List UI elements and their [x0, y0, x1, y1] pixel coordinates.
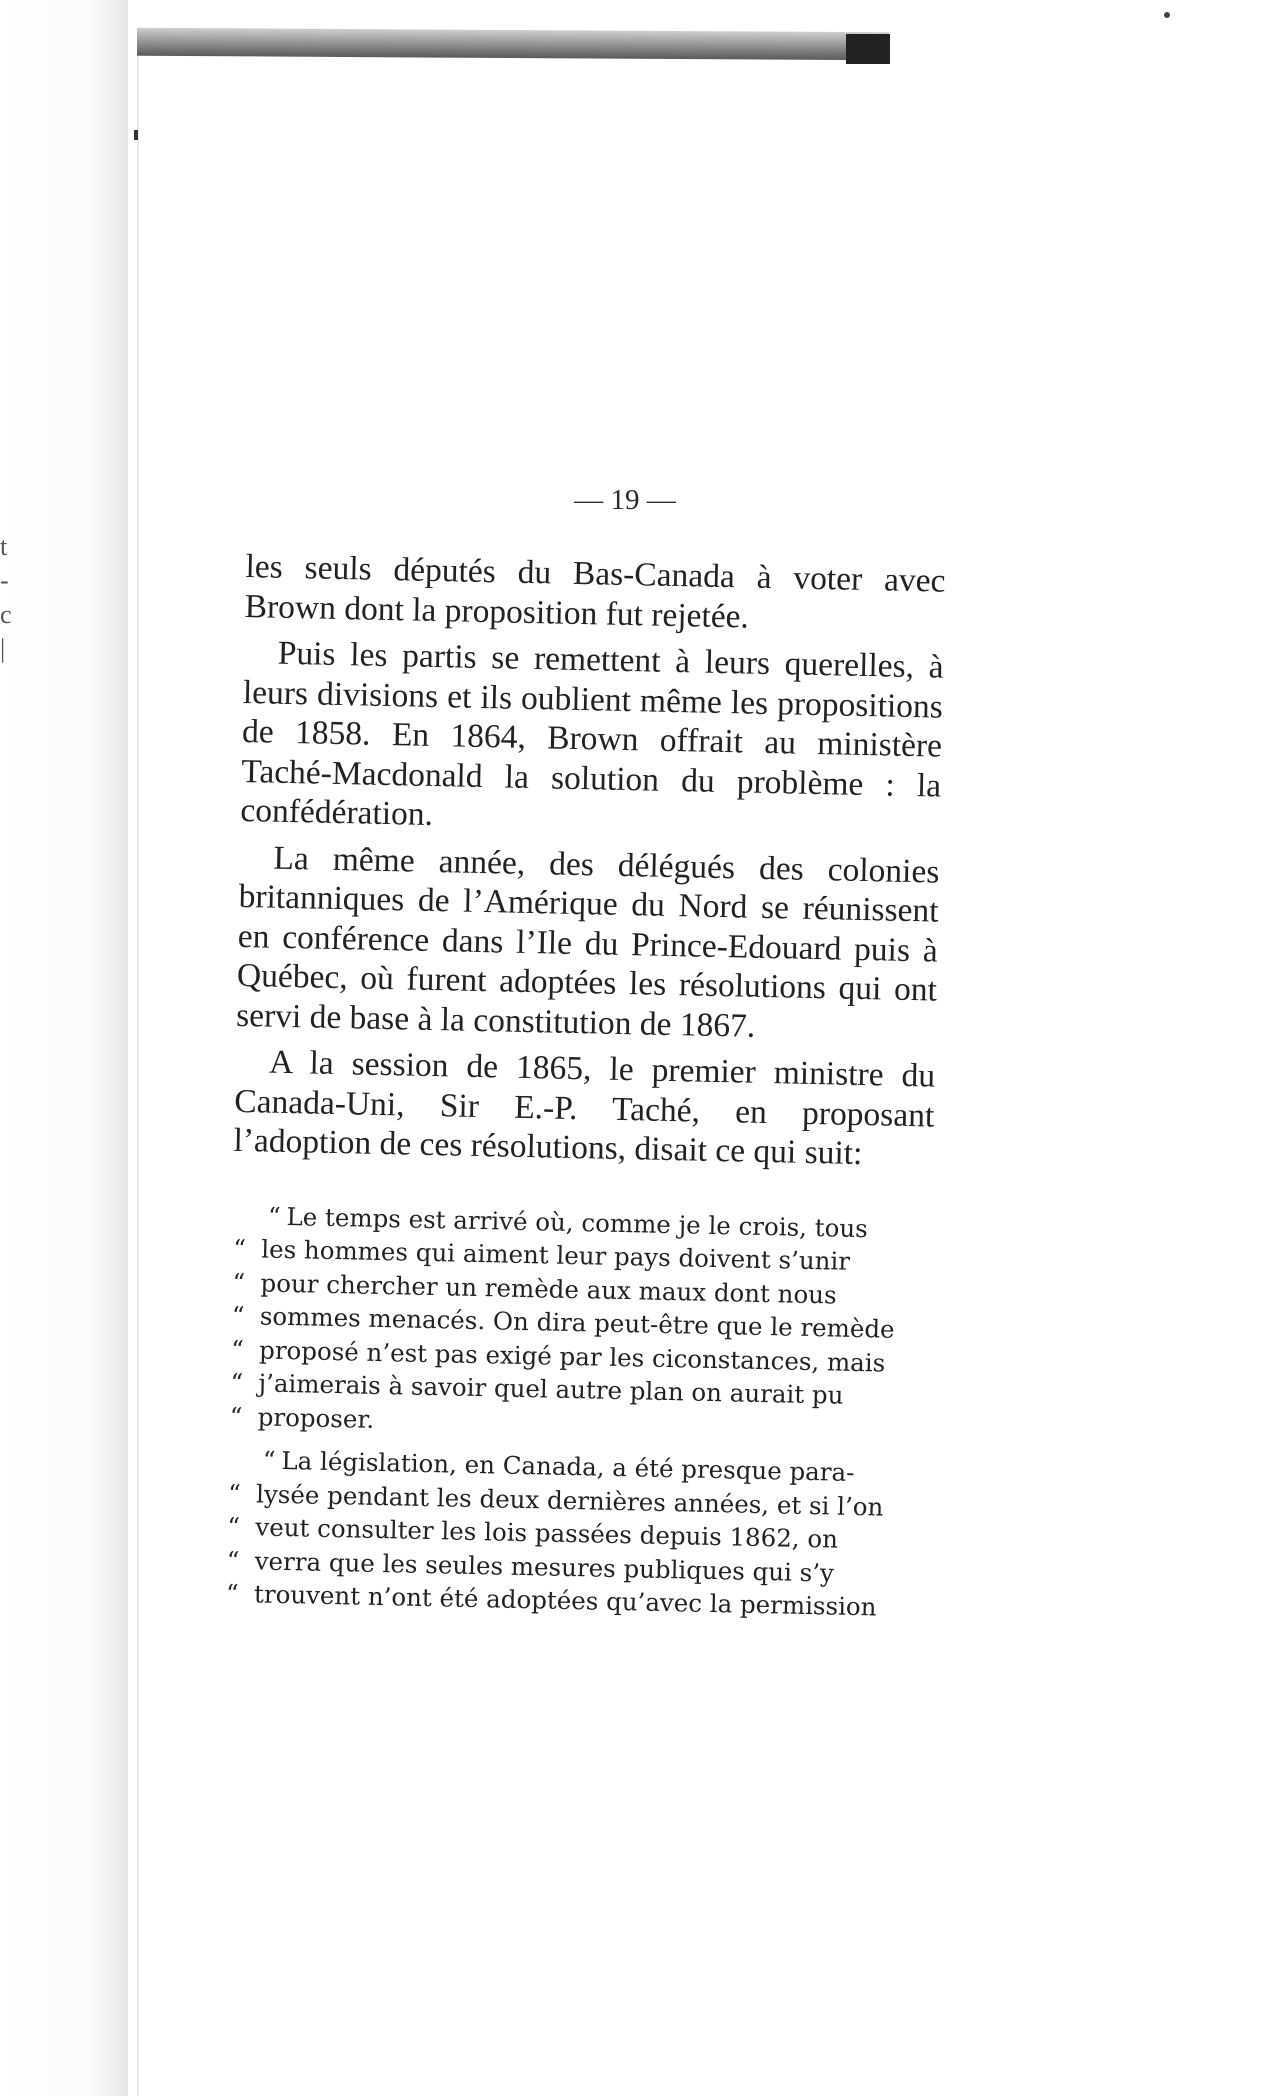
scan-top-shadow — [137, 28, 889, 61]
quote-mark: “ — [227, 1478, 242, 1508]
quote-line-text: lysée pendant les deux dernières années, et si l’on — [255, 1478, 884, 1522]
scan-speck — [1164, 12, 1170, 18]
quote-line-text: sommes menacés. On dira peut-être que le remède — [259, 1301, 895, 1344]
quote-line-text: proposé n’est pas exigé par les ciconstances, mais — [258, 1334, 886, 1378]
quote-mark: “ — [230, 1367, 244, 1398]
quote-line-text: j’aimerais à savoir quel autre plan on aurait pu — [258, 1368, 844, 1410]
quote-line-text: La législation, en Canada, a été presque para- — [281, 1445, 855, 1487]
quote-mark: “ — [262, 1445, 276, 1475]
quote-mark: “ — [233, 1233, 247, 1264]
quote-mark: “ — [227, 1511, 241, 1542]
quote-line-text: veut consulter les lois passées depuis 1862, on — [255, 1512, 839, 1554]
body-paragraph: Puis les partis se remettent à leurs querelles, à leurs divisions et ils oublient même les propositions de 1858. En 1864, Brown offrait au ministère Taché-Macdonald la solution du problème : la confédération. — [240, 634, 945, 833]
page-body — [224, 547, 946, 1635]
quotation — [224, 1198, 932, 1625]
quote-mark: “ — [267, 1201, 281, 1231]
body-paragraph: les seuls députés du Bas-Canada à voter avec Brown dont la proposition fut rejetée. — [244, 547, 946, 636]
quote-mark: “ — [226, 1545, 240, 1575]
facing-page-edge — [0, 0, 128, 2096]
quote-paragraph — [227, 1198, 932, 1447]
quote-line-text: verra que les seules mesures publiques qui s’y — [254, 1545, 835, 1588]
quote-line-text: Le temps est arrivé où, comme je le crois, tous — [286, 1201, 869, 1243]
quote-mark: “ — [232, 1267, 246, 1297]
scan-top-corner-shadow — [846, 34, 890, 64]
body-paragraph: La même année, des délégués des colonies britanniques de l’Amérique du Nord se réunissent en conférence dans l’Ile du Prince-Edouard puis à Québec, où furent adoptées les résolutions qui ont servi de base à la constitution de 1867. — [235, 839, 940, 1045]
quote-line-text: les hommes qui aiment leur pays doivent s’unir — [260, 1234, 851, 1276]
body-paragraph: A la session de 1865, le premier ministre du Canada-Uni, Sir E.-P. Taché, en proposant l’adoption de ces résolutions, disait ce qui suit: — [233, 1043, 936, 1173]
quote-mark: “ — [229, 1401, 243, 1431]
quote-mark: “ — [225, 1578, 239, 1609]
quote-mark: “ — [230, 1334, 245, 1364]
scan-mark — [134, 130, 138, 140]
quote-mark: “ — [231, 1300, 245, 1331]
facing-page-text-fragment: t - c | — [0, 532, 12, 663]
quote-paragraph — [224, 1443, 927, 1625]
page-number: — 19 — — [574, 484, 676, 516]
quote-line-text: pour chercher un remède aux maux dont nous — [260, 1267, 837, 1310]
quote-line-text: trouvent n’ont été adoptées qu’avec la permission — [253, 1579, 877, 1622]
quote-line-text: proposer. — [257, 1401, 375, 1434]
